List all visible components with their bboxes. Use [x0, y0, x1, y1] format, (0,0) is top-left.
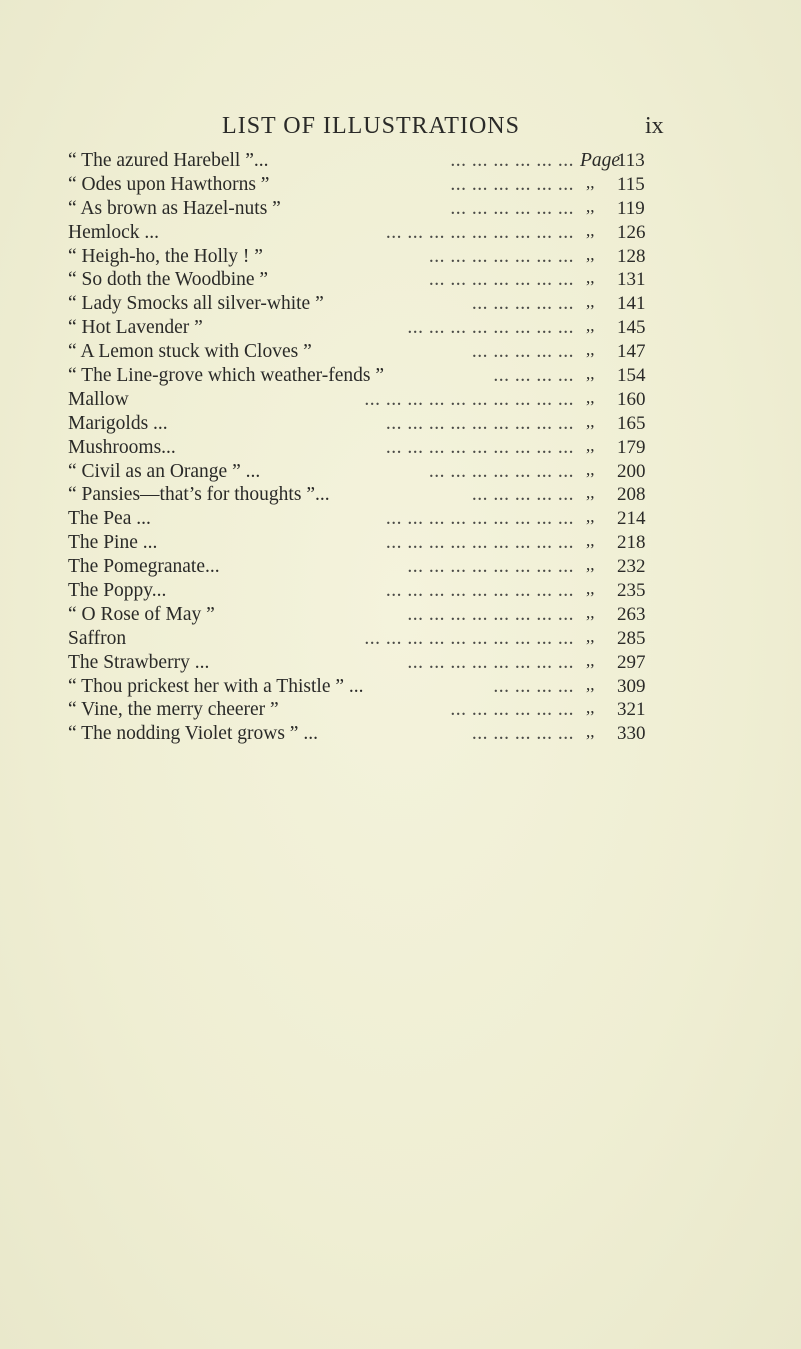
illustration-title: “ A Lemon stuck with Cloves ” [68, 341, 312, 363]
illustration-page-number: 126 [617, 221, 646, 243]
illustrations-list [68, 149, 668, 746]
illustration-page-number: 154 [617, 365, 646, 387]
dot-leader: ... ... ... ... ... ... ... ... ... [385, 532, 574, 554]
illustration-page-number: 214 [617, 508, 646, 530]
dot-leader: ... ... ... ... ... ... ... [428, 269, 574, 291]
illustration-title: The Pomegranate... [68, 556, 220, 578]
dot-leader: ... ... ... ... ... ... ... ... ... [385, 412, 574, 434]
ditto-mark: ,, [586, 531, 595, 551]
dot-leader: ... ... ... ... ... [471, 293, 574, 315]
illustration-title: Marigolds ... [68, 412, 168, 434]
illustration-page-number: 330 [617, 723, 646, 745]
illustration-page-number: 208 [617, 484, 646, 506]
list-item [68, 364, 668, 388]
ditto-mark: ,, [586, 411, 595, 431]
list-item [68, 221, 668, 245]
dot-leader: ... ... ... ... ... [471, 484, 574, 506]
illustration-page-number: 113 [617, 150, 645, 171]
dot-leader: ... ... ... ... ... ... ... [428, 245, 574, 267]
list-item [68, 555, 668, 579]
list-item [68, 436, 668, 460]
illustration-page-number: 131 [617, 269, 646, 291]
ditto-mark: ,, [586, 698, 595, 718]
ditto-mark: ,, [586, 459, 595, 479]
list-item [68, 292, 668, 316]
illustration-title: “ Pansies—that’s for thoughts ”... [68, 484, 330, 506]
list-item [68, 197, 668, 221]
ditto-mark: ,, [586, 507, 595, 527]
illustration-title: Hemlock ... [68, 221, 159, 243]
dot-leader: ... ... ... ... ... ... ... ... [407, 556, 574, 578]
illustration-page-number: 235 [617, 580, 646, 602]
page-title: LIST OF ILLUSTRATIONS [222, 113, 520, 139]
illustration-title: Mallow [68, 388, 129, 410]
ditto-mark: ,, [586, 722, 595, 742]
illustration-title: “ Lady Smocks all silver-white ” [68, 293, 324, 315]
running-header [0, 113, 801, 143]
dot-leader: ... ... ... ... ... ... ... ... ... [385, 580, 574, 602]
illustration-page-number: 218 [617, 532, 646, 554]
dot-leader: ... ... ... ... ... ... [450, 173, 574, 195]
illustration-title: “ Thou prickest her with a Thistle ” ... [68, 675, 364, 697]
illustration-title: “ Vine, the merry cheerer ” [68, 699, 279, 721]
illustration-page-number: 232 [617, 556, 646, 578]
ditto-mark: ,, [586, 650, 595, 670]
illustration-page-number: 321 [617, 699, 646, 721]
dot-leader: ... ... ... ... [493, 675, 574, 697]
ditto-mark: ,, [586, 220, 595, 240]
ditto-mark: ,, [586, 244, 595, 264]
illustration-page-number: 263 [617, 603, 646, 625]
dot-leader: ... ... ... ... ... ... ... ... ... [385, 508, 574, 530]
illustration-title: The Pea ... [68, 508, 151, 530]
ditto-mark: ,, [586, 364, 595, 384]
list-item [68, 412, 668, 436]
illustration-title: “ Odes upon Hawthorns ” [68, 173, 270, 195]
illustration-title: The Poppy... [68, 580, 167, 602]
dot-leader: ... ... ... ... ... ... ... ... ... ... [364, 388, 574, 410]
list-item [68, 675, 668, 699]
page-label: Page [580, 150, 621, 171]
list-item [68, 698, 668, 722]
dot-leader: ... ... ... ... ... ... ... ... [407, 603, 574, 625]
list-item [68, 507, 668, 531]
dot-leader: ... ... ... ... ... ... ... ... ... [385, 221, 574, 243]
dot-leader: ... ... ... ... ... ... ... ... ... [385, 436, 574, 458]
list-item [68, 579, 668, 603]
list-item [68, 531, 668, 555]
ditto-mark: ,, [586, 626, 595, 646]
illustration-page-number: 147 [617, 341, 646, 363]
dot-leader: ... ... ... ... ... ... [450, 197, 574, 219]
list-item [68, 173, 668, 197]
illustration-title: “ The nodding Violet grows ” ... [68, 723, 318, 745]
illustration-page-number: 160 [617, 388, 646, 410]
ditto-mark: ,, [586, 483, 595, 503]
illustration-title: “ Heigh-ho, the Holly ! ” [68, 245, 263, 267]
list-item [68, 268, 668, 292]
ditto-mark: ,, [586, 340, 595, 360]
illustration-title: “ Hot Lavender ” [68, 317, 203, 339]
illustration-title: “ So doth the Woodbine ” [68, 269, 269, 291]
ditto-mark: ,, [586, 435, 595, 455]
dot-leader: ... ... ... ... ... ... ... ... [407, 651, 574, 673]
list-item [68, 651, 668, 675]
ditto-mark: ,, [586, 674, 595, 694]
list-item [68, 388, 668, 412]
illustration-page-number: 179 [617, 436, 646, 458]
list-item [68, 340, 668, 364]
dot-leader: ... ... ... ... ... [471, 341, 574, 363]
illustration-page-number: 128 [617, 245, 646, 267]
ditto-mark: ,, [586, 602, 595, 622]
dot-leader: ... ... ... ... ... ... [450, 150, 574, 171]
illustration-page-number: 145 [617, 317, 646, 339]
illustration-title: Saffron [68, 627, 127, 649]
dot-leader: ... ... ... ... ... [471, 723, 574, 745]
list-item [68, 316, 668, 340]
list-item [68, 627, 668, 651]
illustration-title: The Pine ... [68, 532, 158, 554]
illustration-page-number: 309 [617, 675, 646, 697]
ditto-mark: ,, [586, 292, 595, 312]
illustration-page-number: 285 [617, 627, 646, 649]
illustration-title: “ The Line-grove which weather-fends ” [68, 365, 384, 387]
ditto-mark: ,, [586, 316, 595, 336]
ditto-mark: ,, [586, 268, 595, 288]
ditto-mark: ,, [586, 555, 595, 575]
list-item [68, 483, 668, 507]
illustration-title: “ The azured Harebell ”... [68, 150, 269, 171]
illustration-page-number: 119 [617, 197, 645, 219]
list-item [68, 245, 668, 269]
list-item [68, 460, 668, 484]
ditto-mark: ,, [586, 387, 595, 407]
illustration-page-number: 115 [617, 173, 645, 195]
dot-leader: ... ... ... ... ... ... [450, 699, 574, 721]
ditto-mark: ,, [586, 579, 595, 599]
dot-leader: ... ... ... ... ... ... ... ... ... ... [364, 627, 574, 649]
illustration-page-number: 141 [617, 293, 646, 315]
illustration-page-number: 200 [617, 460, 646, 482]
illustration-title: “ As brown as Hazel-nuts ” [68, 197, 281, 219]
illustration-page-number: 165 [617, 412, 646, 434]
dot-leader: ... ... ... ... [493, 365, 574, 387]
list-item [68, 149, 668, 173]
illustration-title: Mushrooms... [68, 436, 176, 458]
list-item [68, 722, 668, 746]
ditto-mark: ,, [586, 196, 595, 216]
illustration-title: “ Civil as an Orange ” ... [68, 460, 261, 482]
illustration-title: “ O Rose of May ” [68, 603, 215, 625]
dot-leader: ... ... ... ... ... ... ... ... [407, 317, 574, 339]
dot-leader: ... ... ... ... ... ... ... [428, 460, 574, 482]
page-number: ix [645, 113, 664, 139]
illustration-page-number: 297 [617, 651, 646, 673]
illustration-title: The Strawberry ... [68, 651, 210, 673]
ditto-mark: ,, [586, 172, 595, 192]
list-item [68, 603, 668, 627]
